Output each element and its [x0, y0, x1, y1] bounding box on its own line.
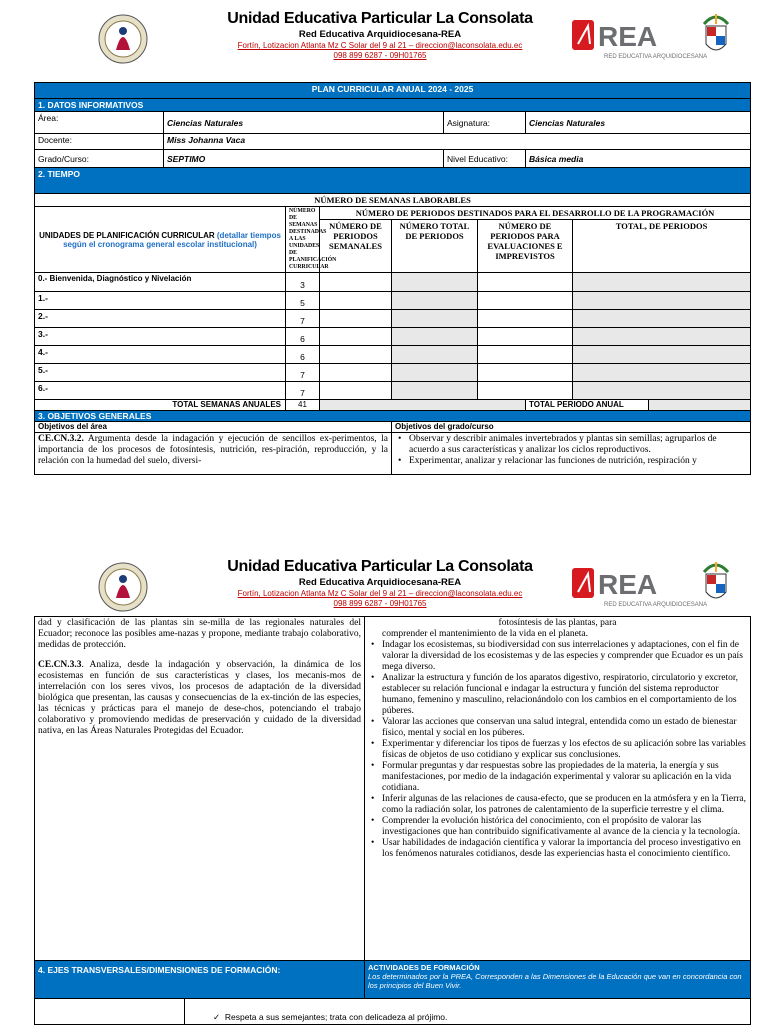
table-row [35, 310, 751, 328]
area-objectives-continued [35, 617, 365, 961]
table-row [35, 292, 751, 310]
total-periodos-header: NÚMERO TOTAL DE PERIODOS [392, 220, 478, 273]
total-column-header: TOTAL, DE PERIODOS [573, 220, 751, 273]
grado-label: Grado/Curso: [35, 150, 164, 168]
list-item: • Indagar los ecosistemas, su biodiversidad con sus interrelaciones y adaptaciones, con el fin de valorar la diversidad de los ecosistemas y de las especies y comprender que Ecuador es un país mega diverso. [368, 640, 747, 673]
section-4-title: 4. EJES TRANSVERSALES/DIMENSIONES DE FORMACIÓN: [35, 961, 365, 999]
unidad-label: 6.- [35, 382, 286, 400]
list-item: • Inferir algunas de las relaciones de causa-efecto, que se producen en la atmósfera y en la Tierra, como la radiación solar, los patrones de calentamiento de la superficie terrestre y el clima. [368, 794, 747, 816]
list-item: • Analizar la estructura y función de los aparatos digestivo, respiratorio, circulatorio y excretor, establecer su relación funcional e indagar la estructura y función del sistema reproductor humano, femenino y masculino, relacionándolo con los cambios en el comportamiento de los púberes. [368, 673, 747, 717]
area-label: Área: [35, 112, 164, 134]
semanas-laborables-header: NÚMERO DE SEMANAS LABORABLES [35, 194, 751, 207]
semanas-value: 7 [286, 382, 320, 400]
list-item: • Comprender la evolución histórica del conocimiento, con el propósito de valorar las investigaciones que han contribuido significativamente al avance de la ciencia y la tecnología. [368, 816, 747, 838]
total-semanas-value: 41 [286, 400, 320, 411]
semanas-column-header: NÚMERO DE SEMANAS DESTINADAS A LAS UNIDADES DE PLANIFICACIÓN CURRICULAR [286, 207, 320, 273]
list-item: • Valorar las acciones que conservan una salud integral, entendida como un estado de bienestar físico, mental y social en los púberes. [368, 717, 747, 739]
activities-cell [365, 961, 751, 999]
school-name: Unidad Educativa Particular La Consolata [227, 558, 533, 575]
grado-continued-line-2: comprender el mantenimiento de la vida en el planeta. [382, 629, 589, 639]
periodos-header: NÚMERO DE PERIODOS DESTINADOS PARA EL DESARROLLO DE LA PROGRAMACIÓN [320, 207, 751, 220]
asignatura-label: Asignatura: [444, 112, 526, 134]
activities-title: ACTIVIDADES DE FORMACIÓN [368, 963, 480, 972]
school-address[interactable]: Fortín, Lotizacion Atlanta Mz C Solar del 9 al 21 – direccion@laconsolata.edu.ec [237, 589, 523, 598]
semanas-value: 5 [286, 292, 320, 310]
school-phones: 098 899 6287 - 09H01765 [333, 599, 427, 608]
plan-table-2 [34, 616, 751, 1025]
area-objective-continued-text: dad y clasificación de las plantas sin se-milla de las regionales naturales del Ecuador; reconoce las posibles ame-nazas y propone, mediante trabajo colaborativo, medidas de protección. [38, 618, 362, 650]
semanas-value: 3 [286, 273, 320, 292]
table-row [35, 364, 751, 382]
rea-logo-text: REA [598, 21, 658, 52]
grado-objectives-continued [365, 617, 751, 961]
area-objectives-cell [35, 433, 392, 475]
docente-value: Miss Johanna Vaca [164, 134, 751, 150]
unidad-label: 3.- [35, 328, 286, 346]
grado-value: SEPTIMO [164, 150, 444, 168]
area-objective-text: . Analiza, desde la indagación y observación, la dinámica de los ecosistemas en función de sus características y clases, los mecanis-mos de interrelación con los seres vivos, los procesos de adaptación de la diversidad biológica que presentan, las causas y consecuencias de la ex-tinción de las especies, las técnicas y prácticas para el manejo de dese-chos, potenciando el trabajo colaborativo y promoviendo medidas de preservación y cuidado de la diversidad nativa, en las Áreas Naturales Protegidas del Ecuador. [38, 660, 362, 736]
docente-label: Docente: [35, 134, 164, 150]
unidad-label: 5.- [35, 364, 286, 382]
semanas-value: 6 [286, 346, 320, 364]
unidades-label: UNIDADES DE PLANIFICACIÓN CURRICULAR [39, 230, 215, 240]
network-name: Red Educativa Arquidiocesana-REA [298, 29, 462, 40]
table-row [35, 346, 751, 364]
grado-continued-line-1: fotosíntesis de las plantas, para [498, 618, 617, 628]
school-address[interactable]: Fortín, Lotizacion Atlanta Mz C Solar del 9 al 21 – direccion@laconsolata.edu.ec [237, 41, 523, 50]
rea-logo [570, 562, 708, 610]
evaluaciones-header: NÚMERO DE PERIODOS PARA EVALUACIONES E IMPREVISTOS [478, 220, 573, 273]
unidad-label: 4.- [35, 346, 286, 364]
grado-objectives-header: Objetivos del grado/curso [392, 422, 751, 433]
unidades-note: (detallar tiempos según el cronograma general escolar institucional) [63, 230, 281, 249]
unidad-label: 1.- [35, 292, 286, 310]
letterhead [0, 0, 768, 80]
total-periodo-label: TOTAL PERIODO ANUAL [526, 400, 649, 411]
semanas-value: 6 [286, 328, 320, 346]
table-row [35, 273, 751, 292]
list-item: • Usar habilidades de indagación científica y valorar la importancia del proceso investigativo en los fenómenos naturales cotidianos, desde las experiencias hasta el conocimiento científico. [368, 838, 747, 860]
rea-logo [570, 14, 708, 62]
unidad-label: 2.- [35, 310, 286, 328]
area-value: Ciencias Naturales [164, 112, 444, 134]
list-item: • Experimentar, analizar y relacionar las funciones de nutrición, respiración y [395, 456, 747, 467]
school-seal-icon [98, 14, 148, 64]
semanas-value: 7 [286, 310, 320, 328]
dimension-cell [35, 999, 185, 1025]
plan-table-1 [34, 82, 751, 475]
page-gap [0, 488, 768, 548]
grado-objectives-cell [392, 433, 751, 475]
asignatura-value: Ciencias Naturales [526, 112, 751, 134]
unidades-header [35, 207, 286, 273]
rea-logo-sub: RED EDUCATIVA ARQUIDIOCESANA [604, 602, 708, 608]
area-objectives-header: Objetivos del área [35, 422, 392, 433]
section-3-title: 3. OBJETIVOS GENERALES [35, 411, 751, 422]
school-seal-icon [98, 562, 148, 612]
archdiocese-crest-icon [698, 10, 734, 62]
rea-logo-sub: RED EDUCATIVA ARQUIDIOCESANA [604, 54, 708, 60]
list-item: • Experimentar y diferenciar los tipos de fuerzas y los efectos de su aplicación sobre las variables físicas de objetos de uso cotidiano y explicar sus conclusiones. [368, 739, 747, 761]
unidad-label: 0.- Bienvenida, Diagnóstico y Nivelación [35, 273, 286, 292]
check-icon: ✓ [213, 1012, 221, 1022]
area-objective-code: CE.CN.3.2. [38, 434, 84, 444]
nivel-label: Nivel Educativo: [444, 150, 526, 168]
activity-item [185, 999, 751, 1025]
semanas-value: 7 [286, 364, 320, 382]
school-name: Unidad Educativa Particular La Consolata [227, 10, 533, 27]
periodos-semanales-header: NÚMERO DE PERIODOS SEMANALES [320, 220, 392, 273]
section-2-title: 2. TIEMPO [35, 168, 751, 194]
page-2 [0, 548, 768, 1024]
area-objective-text: Argumenta desde la indagación y ejecución de sencillos ex-perimentos, la importancia de los procesos de fotosíntesis, nutrición, res-piración, reproducción, y la relación con la humedad del suelo, diversi- [38, 434, 388, 466]
section-1-title: 1. DATOS INFORMATIVOS [35, 99, 751, 112]
page-1 [0, 0, 768, 488]
activity-item-text: Respeta a sus semejantes; trata con delicadeza al prójimo. [224, 1012, 448, 1022]
letterhead-text [220, 558, 540, 608]
area-objective-code: CE.CN.3.3 [38, 660, 82, 670]
network-name: Red Educativa Arquidiocesana-REA [298, 577, 462, 588]
plan-title: PLAN CURRICULAR ANUAL 2024 - 2025 [35, 83, 751, 99]
archdiocese-crest-icon [698, 558, 734, 610]
list-item: • Observar y describir animales invertebrados y plantas sin semillas; agruparlos de acuerdo a sus características y analizar los ciclos reproductivos. [395, 434, 747, 456]
table-row [35, 328, 751, 346]
letterhead-text [220, 10, 540, 60]
activities-note: Los determinados por la PREA, Corresponden a las Dimensiones de la Educación que van en concordancia con los principios del Buen Vivir. [368, 972, 742, 990]
table-row [35, 382, 751, 400]
school-phones: 098 899 6287 - 09H01765 [333, 51, 427, 60]
rea-logo-text: REA [598, 569, 658, 600]
total-semanas-label: TOTAL SEMANAS ANUALES [35, 400, 286, 411]
nivel-value: Básica media [526, 150, 751, 168]
list-item: • Formular preguntas y dar respuestas sobre las propiedades de la materia, la energía y sus manifestaciones, por medio de la indagación experimental y valorar su aplicación en la vida cotidiana. [368, 761, 747, 794]
